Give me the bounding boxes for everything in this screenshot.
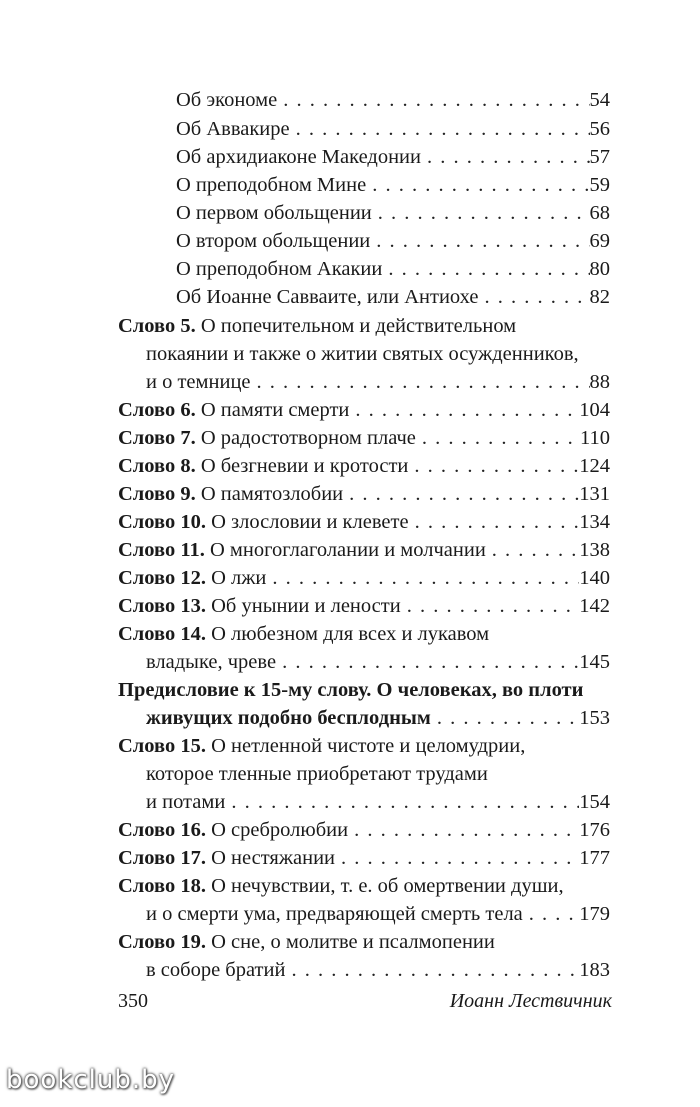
- toc-entry: Слово 17. О нестяжании . . . 177: [118, 844, 610, 872]
- page-number: 56: [589, 118, 610, 140]
- leader-dots: [349, 396, 579, 424]
- toc-entry: Слово 12. О лжи . . . 140: [118, 564, 610, 592]
- folio-page-number: 350: [118, 990, 148, 1012]
- leader-dots: [266, 564, 579, 592]
- page-number: 138: [579, 539, 610, 561]
- page-number: 80: [589, 258, 610, 280]
- toc-entry: и о смерти ума, предваряющей смерть тела . . . 179: [146, 900, 610, 928]
- page-number: 104: [579, 399, 610, 421]
- toc-entry: Слово 8. О безгневии и кротости . . . 124: [118, 452, 610, 480]
- toc-entry: в соборе братий . . . 183: [146, 956, 610, 984]
- page-number: 145: [579, 651, 610, 673]
- toc-entry-line: Слово 14. О любезном для всех и лукавом: [118, 623, 490, 645]
- leader-dots: [421, 143, 590, 171]
- leader-dots: [290, 115, 590, 143]
- toc-entry: О втором обольщении . . . 69: [176, 227, 610, 255]
- leader-dots: [285, 956, 579, 984]
- page-number: 179: [579, 903, 610, 925]
- page-number: 131: [579, 483, 610, 505]
- toc-entry-line: Слово 18. О нечувствии, т. е. об омертвении души,: [118, 875, 564, 897]
- toc-entry-line: Слово 15. О нетленной чистоте и целомудрии,: [118, 735, 526, 757]
- page-number: 142: [579, 595, 610, 617]
- page-number: 88: [589, 371, 610, 393]
- toc-entry: Слово 10. О злословии и клевете . . . 134: [118, 508, 610, 536]
- page-number: 176: [579, 819, 610, 841]
- page-number: 57: [589, 146, 610, 168]
- toc-entry-line: Слово 5. О попечительном и действительном: [118, 315, 517, 337]
- page-number: 68: [589, 202, 610, 224]
- page-number: 177: [579, 847, 610, 869]
- leader-dots: [276, 648, 579, 676]
- toc-entry: Слово 7. О радостотворном плаче . . . 110: [118, 424, 610, 452]
- leader-dots: [370, 227, 589, 255]
- toc-entry: Об Аввакире . . . 56: [176, 115, 610, 143]
- toc-entry-line: Предисловие к 15-му слову. О человеках, во плоти: [118, 679, 584, 701]
- toc-entry-line: которое тленные приобретают трудами: [146, 763, 488, 785]
- toc-entry: и потами . . . 154: [146, 788, 610, 816]
- page-number: 183: [579, 959, 610, 981]
- leader-dots: [382, 255, 589, 283]
- toc-entry-line: Слово 19. О сне, о молитве и псалмопении: [118, 931, 495, 953]
- toc-entry: Слово 16. О сребролюбии . . . 176: [118, 816, 610, 844]
- toc-entry: Слово 11. О многоглаголании и молчании . . . 138: [118, 536, 610, 564]
- leader-dots: [431, 704, 579, 732]
- leader-dots: [486, 536, 579, 564]
- toc-entry: живущих подобно бесплодным . . . 153: [146, 704, 610, 732]
- toc-entry: Слово 13. Об унынии и лености . . . 142: [118, 592, 610, 620]
- leader-dots: [343, 480, 579, 508]
- toc-entry: Об Иоанне Савваите, или Антиохе . . . 82: [176, 283, 610, 311]
- page-number: 59: [589, 174, 610, 196]
- toc-entry: О первом обольщении . . . 68: [176, 199, 610, 227]
- toc-entry: Слово 9. О памятозлобии . . . 131: [118, 480, 610, 508]
- toc-entry: О преподобном Акакии . . . 80: [176, 255, 610, 283]
- page-number: 140: [579, 567, 610, 589]
- toc-entry: Об архидиаконе Македонии . . . 57: [176, 143, 610, 171]
- toc-entry: Об экономе . . . 54: [176, 86, 610, 114]
- leader-dots: [401, 592, 580, 620]
- page-number: 124: [579, 455, 610, 477]
- toc-entry: Слово 6. О памяти смерти . . . 104: [118, 396, 610, 424]
- leader-dots: [277, 86, 589, 114]
- page-number: 154: [579, 791, 610, 813]
- leader-dots: [523, 900, 579, 928]
- toc-entry: владыке, чреве . . . 145: [146, 648, 610, 676]
- page-number: 134: [579, 511, 610, 533]
- leader-dots: [409, 508, 580, 536]
- leader-dots: [225, 788, 579, 816]
- leader-dots: [335, 844, 579, 872]
- toc-entry: и о темнице . . . 88: [146, 368, 610, 396]
- page-number: 110: [580, 427, 610, 449]
- watermark: bookclub.by: [6, 1065, 176, 1095]
- leader-dots: [408, 452, 579, 480]
- page-number: 69: [589, 230, 610, 252]
- toc-entry-line: покаянии и также о житии святых осужденников,: [146, 343, 579, 365]
- leader-dots: [251, 368, 590, 396]
- leader-dots: [416, 424, 580, 452]
- toc-entry: О преподобном Мине . . . 59: [176, 171, 610, 199]
- running-footer-author: Иоанн Лествичник: [449, 990, 612, 1012]
- leader-dots: [479, 283, 590, 311]
- page-number: 153: [579, 707, 610, 729]
- leader-dots: [366, 171, 589, 199]
- page-number: 82: [589, 286, 610, 308]
- leader-dots: [372, 199, 590, 227]
- page-number: 54: [589, 89, 610, 111]
- leader-dots: [348, 816, 579, 844]
